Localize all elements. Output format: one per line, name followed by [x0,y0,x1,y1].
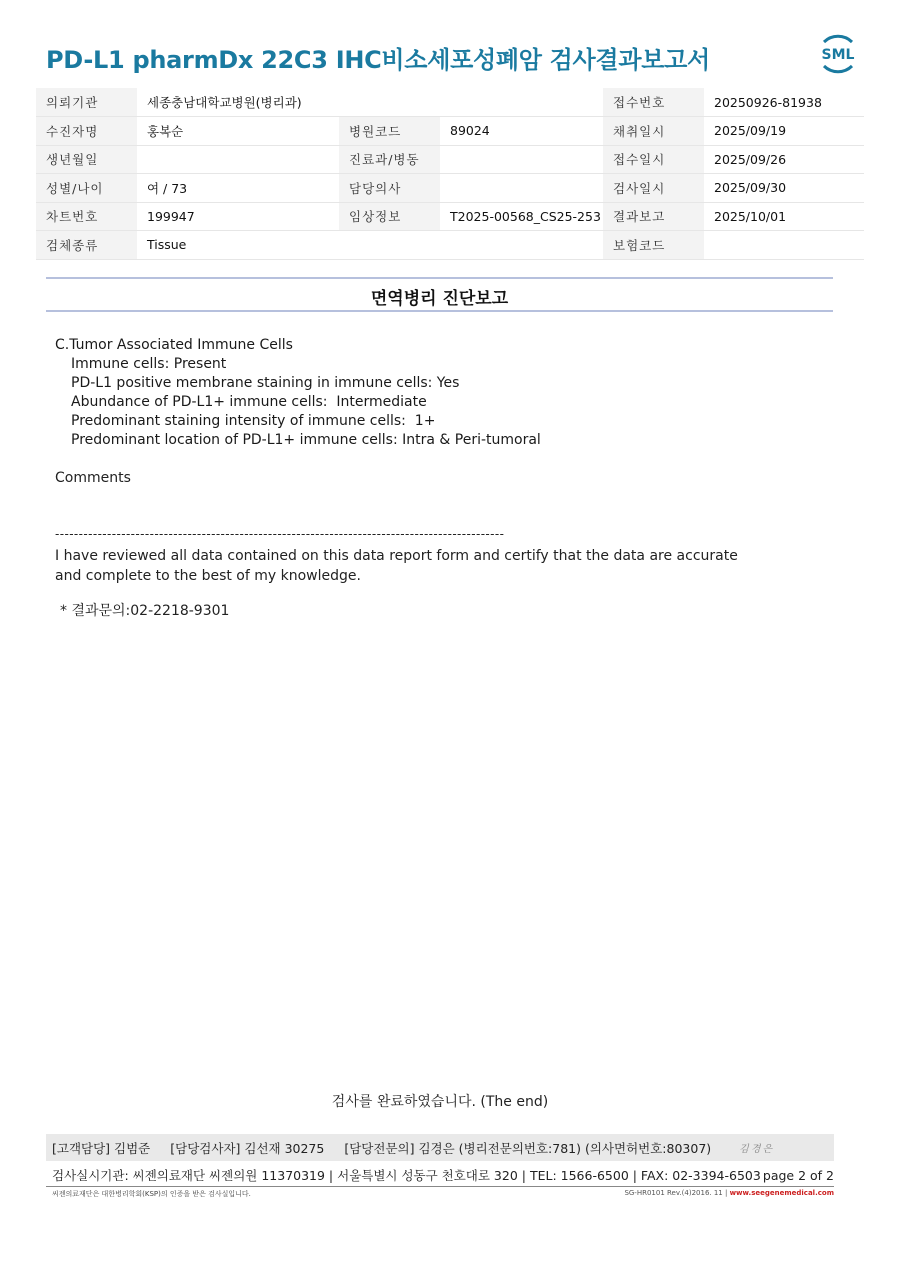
customer-contact: [고객담당] 김범준 [52,1140,151,1156]
hospital-value: 세종충남대학교병원(병리과) [137,88,603,117]
report-line: Predominant location of PD-L1+ immune cells: Intra & Peri-tumoral [71,432,541,448]
doctor-label: 담당의사 [339,174,440,203]
institution-info: 검사실시기관: 씨젠의료재단 씨젠의원 11370319 | 서울특별시 성동구 천호대로 320 | TEL: 1566-6500 | FAX: 02-3394-6503 [52,1168,761,1183]
dept-label: 진료과/병동 [339,145,440,174]
clinical-value: T2025-00568_CS25-253 [440,202,603,231]
patient-value: 홍복순 [137,117,339,146]
footer-institution [52,1166,834,1184]
website-link[interactable]: www.seegenemedical.com [729,1189,834,1197]
info-row [36,88,864,117]
receive-date-label: 접수일시 [603,145,704,174]
hospital-code-value: 89024 [440,117,603,146]
report-line: Immune cells: Present [71,356,227,372]
insurance-label: 보험코드 [603,231,704,260]
report-line: Predominant staining intensity of immune cells: 1+ [71,413,436,429]
collect-date-label: 채취일시 [603,117,704,146]
info-row [36,202,864,231]
report-title: PD-L1 pharmDx 22C3 IHC비소세포성폐암 검사결과보고서 [46,46,710,74]
inquiry-contact: * 결과문의:02-2218-9301 [60,603,230,619]
report-line: Abundance of PD-L1+ immune cells: Intermediate [71,394,427,410]
end-text: 검사를 완료하였습니다. (The end) [331,1094,549,1110]
test-date-label: 검사일시 [603,174,704,203]
patient-label: 수진자명 [36,117,137,146]
receive-date-value: 2025/09/26 [704,145,864,174]
certify-line: I have reviewed all data contained on this data report form and certify that the data are accurate [55,548,738,564]
certification-text [55,546,755,586]
clinical-label: 임상정보 [339,202,440,231]
info-row [36,231,864,260]
footer-rule [46,1186,834,1187]
chart-no-label: 차트번호 [36,202,137,231]
logo-text: SML [821,47,855,63]
sex-age-label: 성별/나이 [36,174,137,203]
dept-value [440,145,603,174]
collect-date-value: 2025/09/19 [704,117,864,146]
comments-label: Comments [55,470,131,486]
sex-age-value: 여 / 73 [137,174,339,203]
hospital-code-label: 병원코드 [339,117,440,146]
section-bottom-rule [46,310,833,312]
info-row [36,117,864,146]
sml-logo-icon [814,30,862,78]
signature: 김경은 [739,1144,775,1155]
specimen-value: Tissue [137,231,603,260]
receipt-no-value: 20250926-81938 [704,88,864,117]
info-row [36,174,864,203]
insurance-value [704,231,864,260]
certification-note: 씨젠의료재단은 대한병리학회(KSP)의 인증을 받은 검사실입니다. [52,1190,251,1198]
report-line: PD-L1 positive membrane staining in immune cells: Yes [71,375,460,391]
receipt-no-label: 접수번호 [603,88,704,117]
report-date-value: 2025/10/01 [704,202,864,231]
chart-no-value: 199947 [137,202,339,231]
hospital-label: 의뢰기관 [36,88,137,117]
report-body [55,336,541,450]
footer-small-print [52,1189,834,1199]
footer-staff-bar [46,1134,834,1161]
form-code [624,1189,834,1199]
section-title: 면역병리 진단보고 [370,289,509,309]
test-date-value: 2025/09/30 [704,174,864,203]
info-row [36,145,864,174]
dob-label: 생년월일 [36,145,137,174]
tester-contact: [담당검사자] 김선재 30275 [170,1140,325,1156]
specimen-label: 검체종류 [36,231,137,260]
dob-value [137,145,339,174]
form-code-text: SG-HR0101 Rev.(4)2016. 11 | [624,1189,728,1197]
doctor-value [440,174,603,203]
section-top-rule [46,277,833,279]
report-heading: C.Tumor Associated Immune Cells [55,337,293,353]
page-number: page 2 of 2 [762,1167,834,1183]
specialist-contact: [담당전문의] 김경은 (병리전문의번호:781) (의사면허번호:80307) [344,1140,712,1156]
patient-info-table [36,88,864,260]
certify-line: and complete to the best of my knowledge. [55,568,361,584]
report-date-label: 결과보고 [603,202,704,231]
divider-line: ----------------------------------------------------------------------------------------------- [55,527,505,541]
